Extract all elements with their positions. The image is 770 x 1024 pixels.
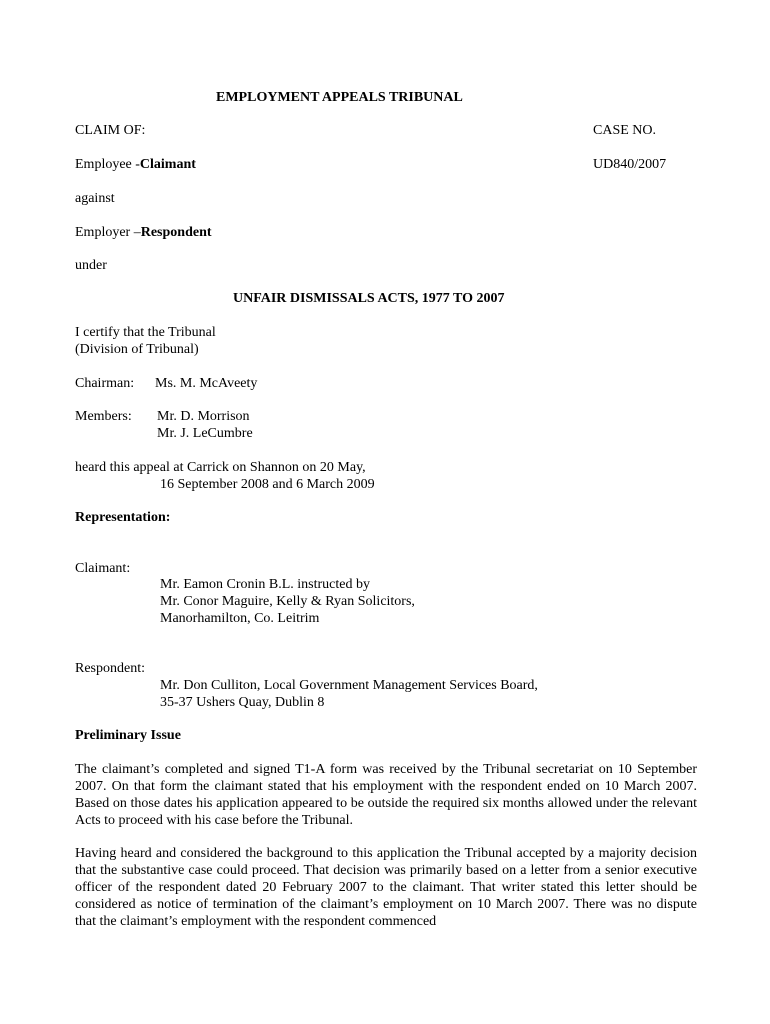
paragraph-1: The claimant’s completed and signed T1-A form was received by the Tribunal secretariat on 10 September 2007. On that form the claimant stated that his employment with the respondent ended on 10 March 2007. Based on those dates his application appeared to be outside the required six months allowed under the relevant Acts to proceed with his case before the Tribunal. xyxy=(75,762,697,828)
respondent-line xyxy=(75,224,212,241)
preliminary-heading: Preliminary Issue xyxy=(75,728,181,743)
claimant-line xyxy=(75,156,196,173)
chairman-name: Ms. M. McAveety xyxy=(155,376,258,391)
certify-line-2: (Division of Tribunal) xyxy=(75,342,199,357)
claimant-role: Claimant xyxy=(139,157,196,172)
claimant-rep-label: Claimant: xyxy=(75,561,131,576)
chairman-label: Chairman: xyxy=(75,376,135,391)
heard-line-1: heard this appeal at Carrick on Shannon on 20 May, xyxy=(75,460,366,475)
case-no-label: CASE NO. xyxy=(593,123,657,138)
member-name-2: Mr. J. LeCumbre xyxy=(157,426,253,441)
claimant-rep-line-2: Mr. Conor Maguire, Kelly & Ryan Solicitors, xyxy=(160,594,415,609)
acts-title: UNFAIR DISMISSALS ACTS, 1977 TO 2007 xyxy=(233,291,505,306)
under-text: under xyxy=(75,258,107,273)
respondent-rep-line-1: Mr. Don Culliton, Local Government Management Services Board, xyxy=(160,678,538,693)
paragraph-2: Having heard and considered the background to this application the Tribunal accepted by a majority decision that the substantive case could proceed. That decision was primarily based on a letter from a senior executive officer of the respondent dated 20 February 2007 to the claimant. That writer stated this letter should be considered as notice of termination of the claimant’s employment on 10 March 2007. There was no dispute that the claimant’s employment with the respondent commenced xyxy=(75,846,697,929)
tribunal-title: EMPLOYMENT APPEALS TRIBUNAL xyxy=(216,90,463,105)
certify-line-1: I certify that the Tribunal xyxy=(75,325,216,340)
against-text: against xyxy=(75,191,115,206)
respondent-rep-label: Respondent: xyxy=(75,661,145,676)
respondent-prefix: Employer – xyxy=(75,225,141,240)
claimant-rep-line-3: Manorhamilton, Co. Leitrim xyxy=(160,611,320,626)
heard-line-2: 16 September 2008 and 6 March 2009 xyxy=(160,477,375,492)
members-label: Members: xyxy=(75,409,132,424)
respondent-rep-line-2: 35-37 Ushers Quay, Dublin 8 xyxy=(160,695,325,710)
representation-heading: Representation: xyxy=(75,510,171,525)
claim-of-label: CLAIM OF: xyxy=(75,123,146,138)
claimant-prefix: Employee - xyxy=(75,157,140,172)
respondent-role: Respondent xyxy=(140,225,212,240)
member-name-1: Mr. D. Morrison xyxy=(157,409,250,424)
case-number: UD840/2007 xyxy=(593,157,667,172)
claimant-rep-line-1: Mr. Eamon Cronin B.L. instructed by xyxy=(160,577,370,592)
